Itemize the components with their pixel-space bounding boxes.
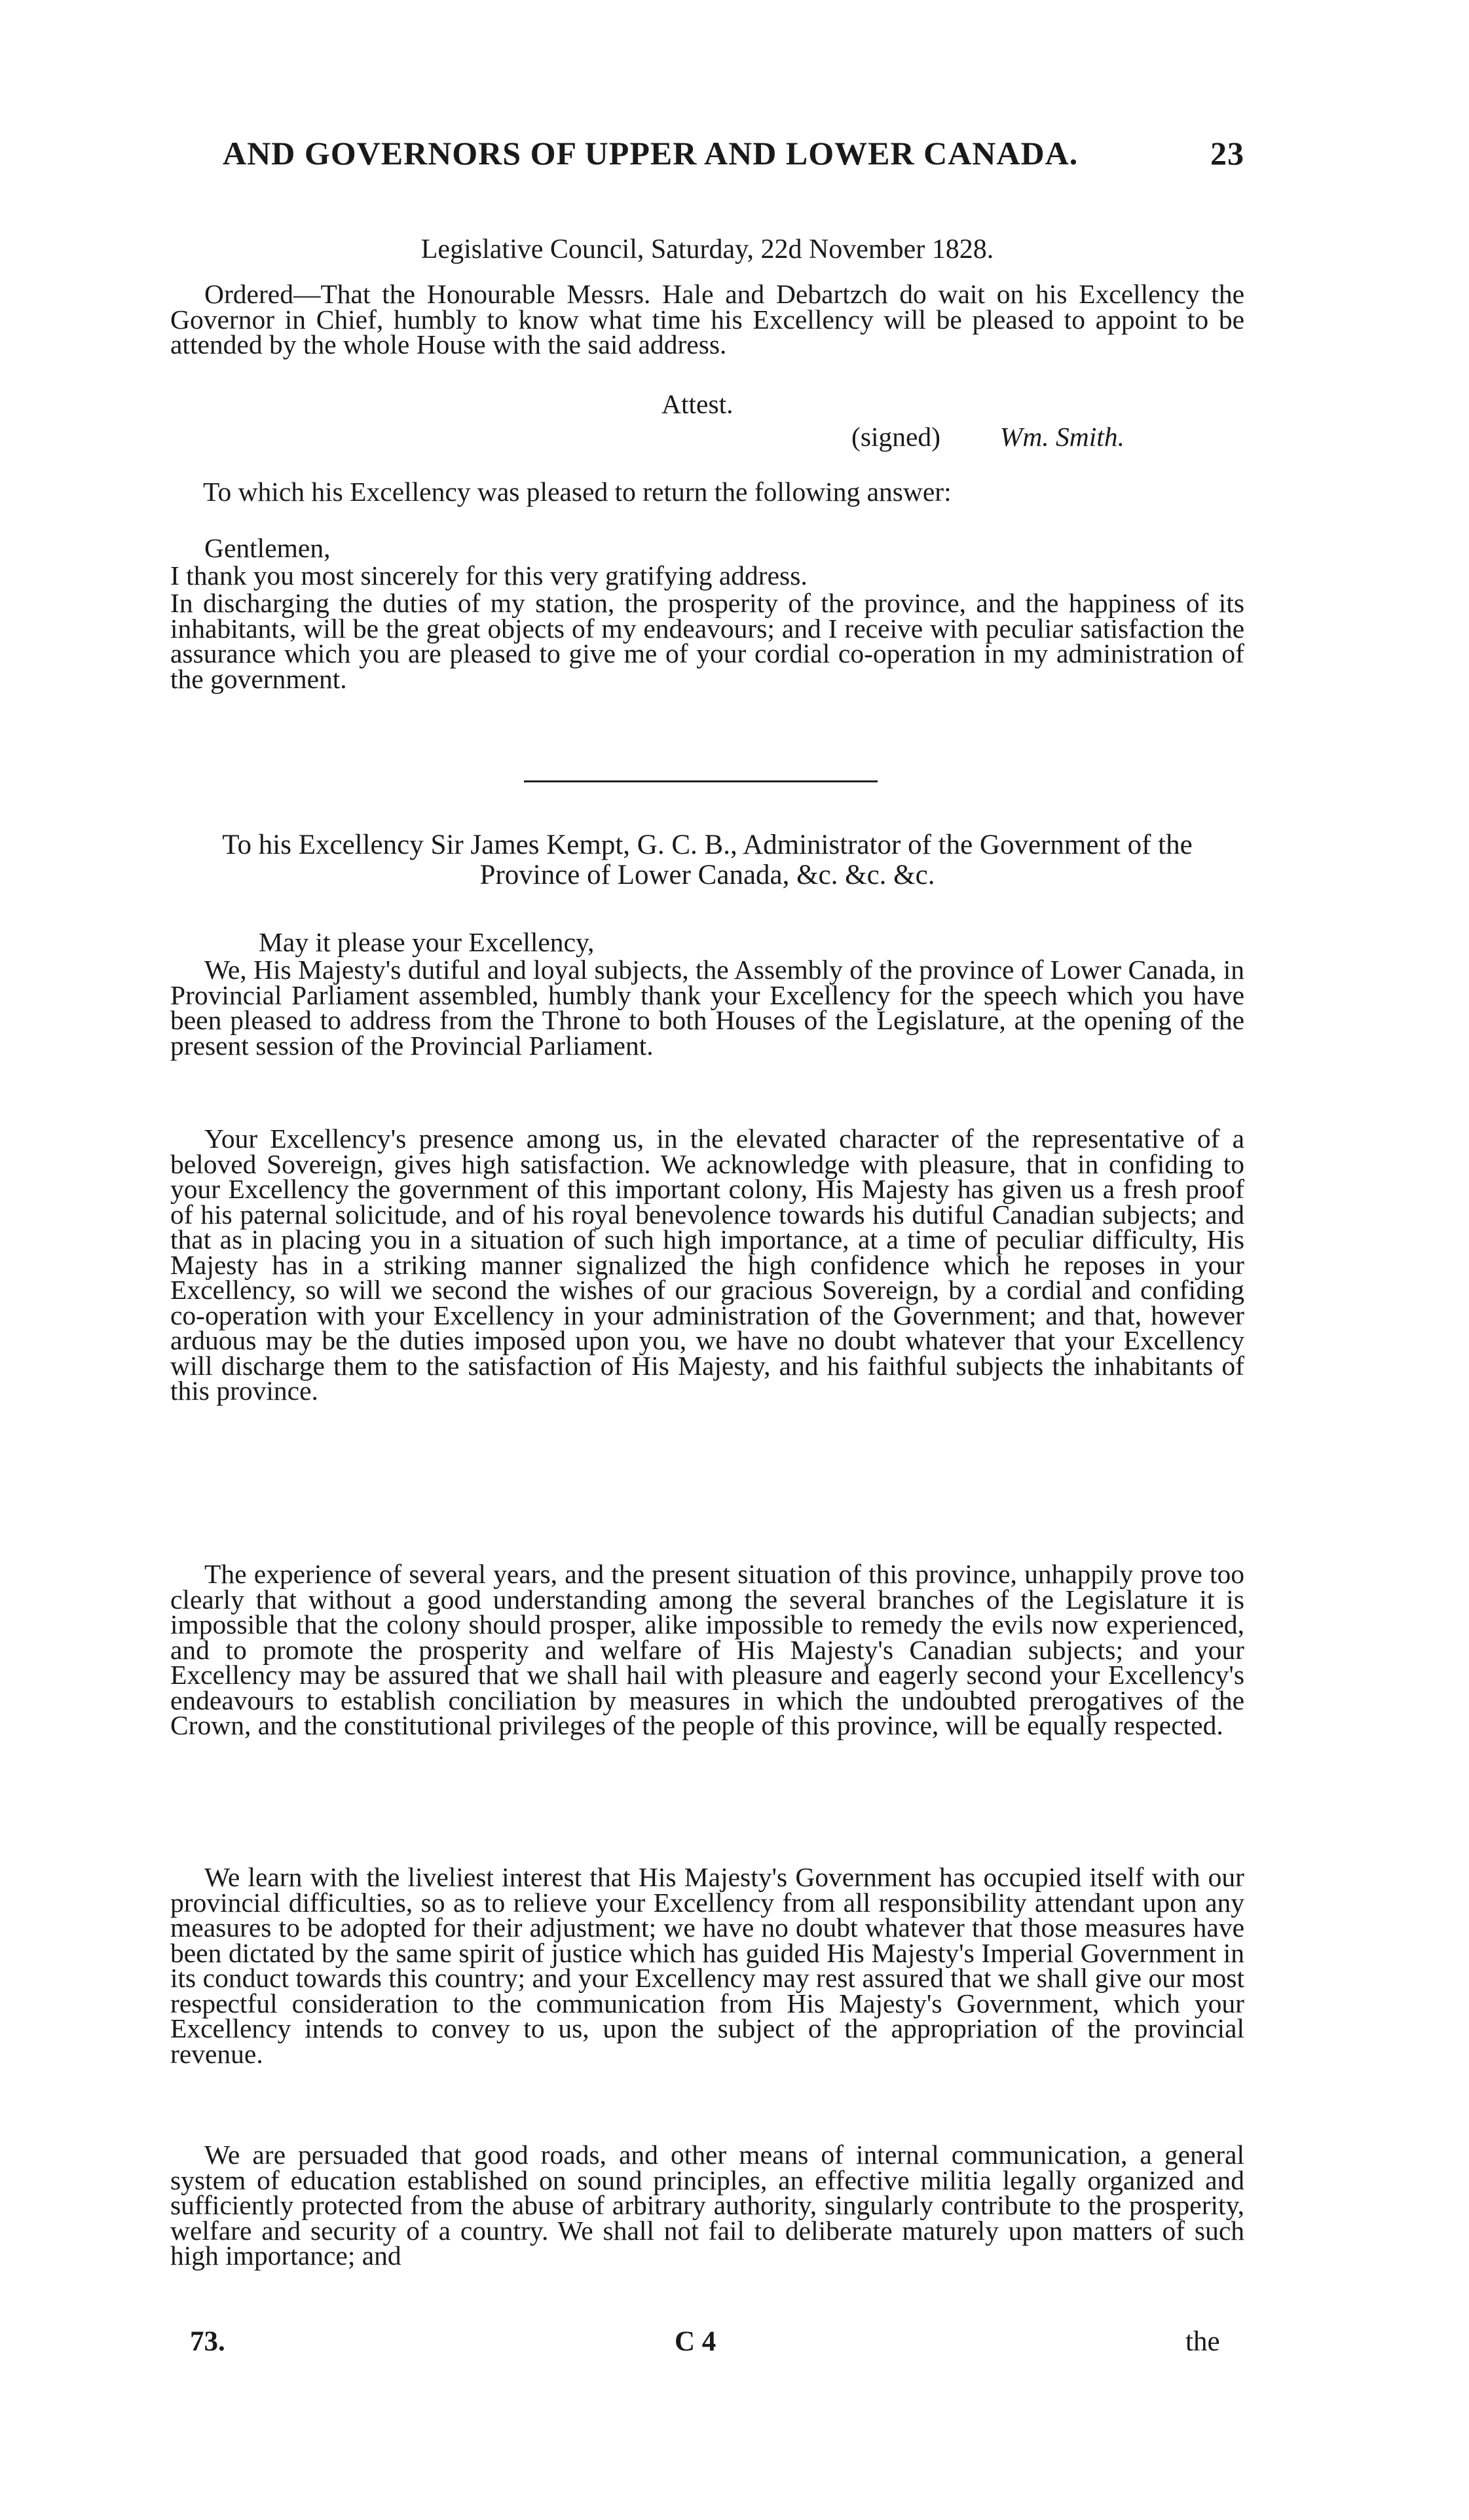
- section-divider: [524, 780, 878, 782]
- running-title: AND GOVERNORS OF UPPER AND LOWER CANADA.: [223, 135, 1079, 172]
- address-paragraph: We, His Majesty's dutiful and loyal subjects, the Assembly of the province of Lower Canada, in Provincial Parliament assembled, humbly thank your Excellency for the speech which you have been pleased to address from the Throne to both Houses of the Legislature, at the opening of the present session of the Provincial Parliament.: [170, 955, 1244, 1061]
- running-head: [223, 134, 1244, 172]
- signature-mark: C 4: [675, 2326, 716, 2357]
- catchword: the: [1185, 2326, 1220, 2357]
- answer-line-1: I thank you most sincerely for this very gratifying address.: [170, 560, 808, 591]
- answer-salutation: Gentlemen,: [204, 533, 331, 563]
- address-paragraph: Your Excellency's presence among us, in the elevated character of the representative of a beloved Sovereign, gives high satisfaction. We acknowledge with pleasure, that in confiding to your Excellency the government of this important colony, His Majesty has given us a fresh proof of his paternal solicitude, and of his royal benevolence towards his dutiful Canadian subjects; and that as in placing you in a situation of such high importance, at a time of peculiar difficulty, His Majesty has in a striking manner signalized the high confidence which he reposes in your Excellency, so will we second the wishes of our gracious Sovereign, by a cordial and confiding co-operation with your Excellency in your administration of the Government; and that, however arduous may be the duties imposed upon you, we have no doubt whatever that your Excellency will discharge them to the satisfaction of His Majesty, and his faithful subjects the inhabitants of this province.: [170, 1123, 1244, 1406]
- signature-line: [851, 424, 1244, 450]
- address-paragraph: We are persuaded that good roads, and other means of internal communication, a general system of education established on sound principles, an effective militia legally organized and sufficiently protected from the abuse of arbitrary authority, singularly contribute to the prosperity, welfare and security of a country. We shall not fail to deliberate maturely upon matters of such high importance; and: [170, 2140, 1244, 2271]
- answer-line-2: In discharging the duties of my station, the prosperity of the province, and the happiness of its inhabitants, will be the great objects of my endeavours; and I receive with peculiar satisfaction the assurance which you are pleased to give me of your cordial co-operation in my administration of the government.: [170, 588, 1244, 694]
- address-paragraph: The experience of several years, and the present situation of this province, unhappily prove too clearly that without a good understanding among the several branches of the Legislature it is impossible that the colony should prosper, alike impossible to remedy the evils now experienced, and to promote the prosperity and welfare of His Majesty's Canadian subjects; and your Excellency may be assured that we shall hail with pleasure and eagerly second your Excellency's endeavours to establish conciliation by measures in which the undoubted prerogatives of the Crown, and the constitutional privileges of the people of this province, will be equally respected.: [170, 1559, 1244, 1740]
- answer-intro: To which his Excellency was pleased to return the following answer:: [203, 477, 952, 507]
- council-heading: Legislative Council, Saturday, 22d November 1828.: [420, 234, 994, 265]
- signed-label: (signed): [851, 422, 940, 452]
- address-opening: May it please your Excellency,: [259, 927, 595, 957]
- attest-label: Attest.: [661, 389, 734, 419]
- page-number: 23: [1210, 135, 1244, 172]
- signed-name: Wm. Smith.: [999, 422, 1125, 452]
- address-heading: To his Excellency Sir James Kempt, G. C. B., Administrator of the Government of the Province of Lower Canada, &c. &c. &c.: [222, 830, 1193, 890]
- sheet-number: 73.: [190, 2326, 225, 2357]
- address-paragraph: We learn with the liveliest interest that His Majesty's Government has occupied itself with our provincial difficulties, so as to relieve your Excellency from all responsibility attendant upon any measures to be adopted for their adjustment; we have no doubt whatever that those measures have been dictated by the same spirit of justice which has guided His Majesty's Imperial Government in its conduct towards this country; and your Excellency may rest assured that we shall give our most respectful consideration to the communication from His Majesty's Government, which your Excellency intends to convey to us, upon the subject of the appropriation of the provincial revenue.: [170, 1862, 1244, 2069]
- council-order: Ordered—That the Honourable Messrs. Hale and Debartzch do wait on his Excellency the Governor in Chief, humbly to know what time his Excellency will be pleased to appoint to be attended by the whole House with the said address.: [170, 279, 1244, 359]
